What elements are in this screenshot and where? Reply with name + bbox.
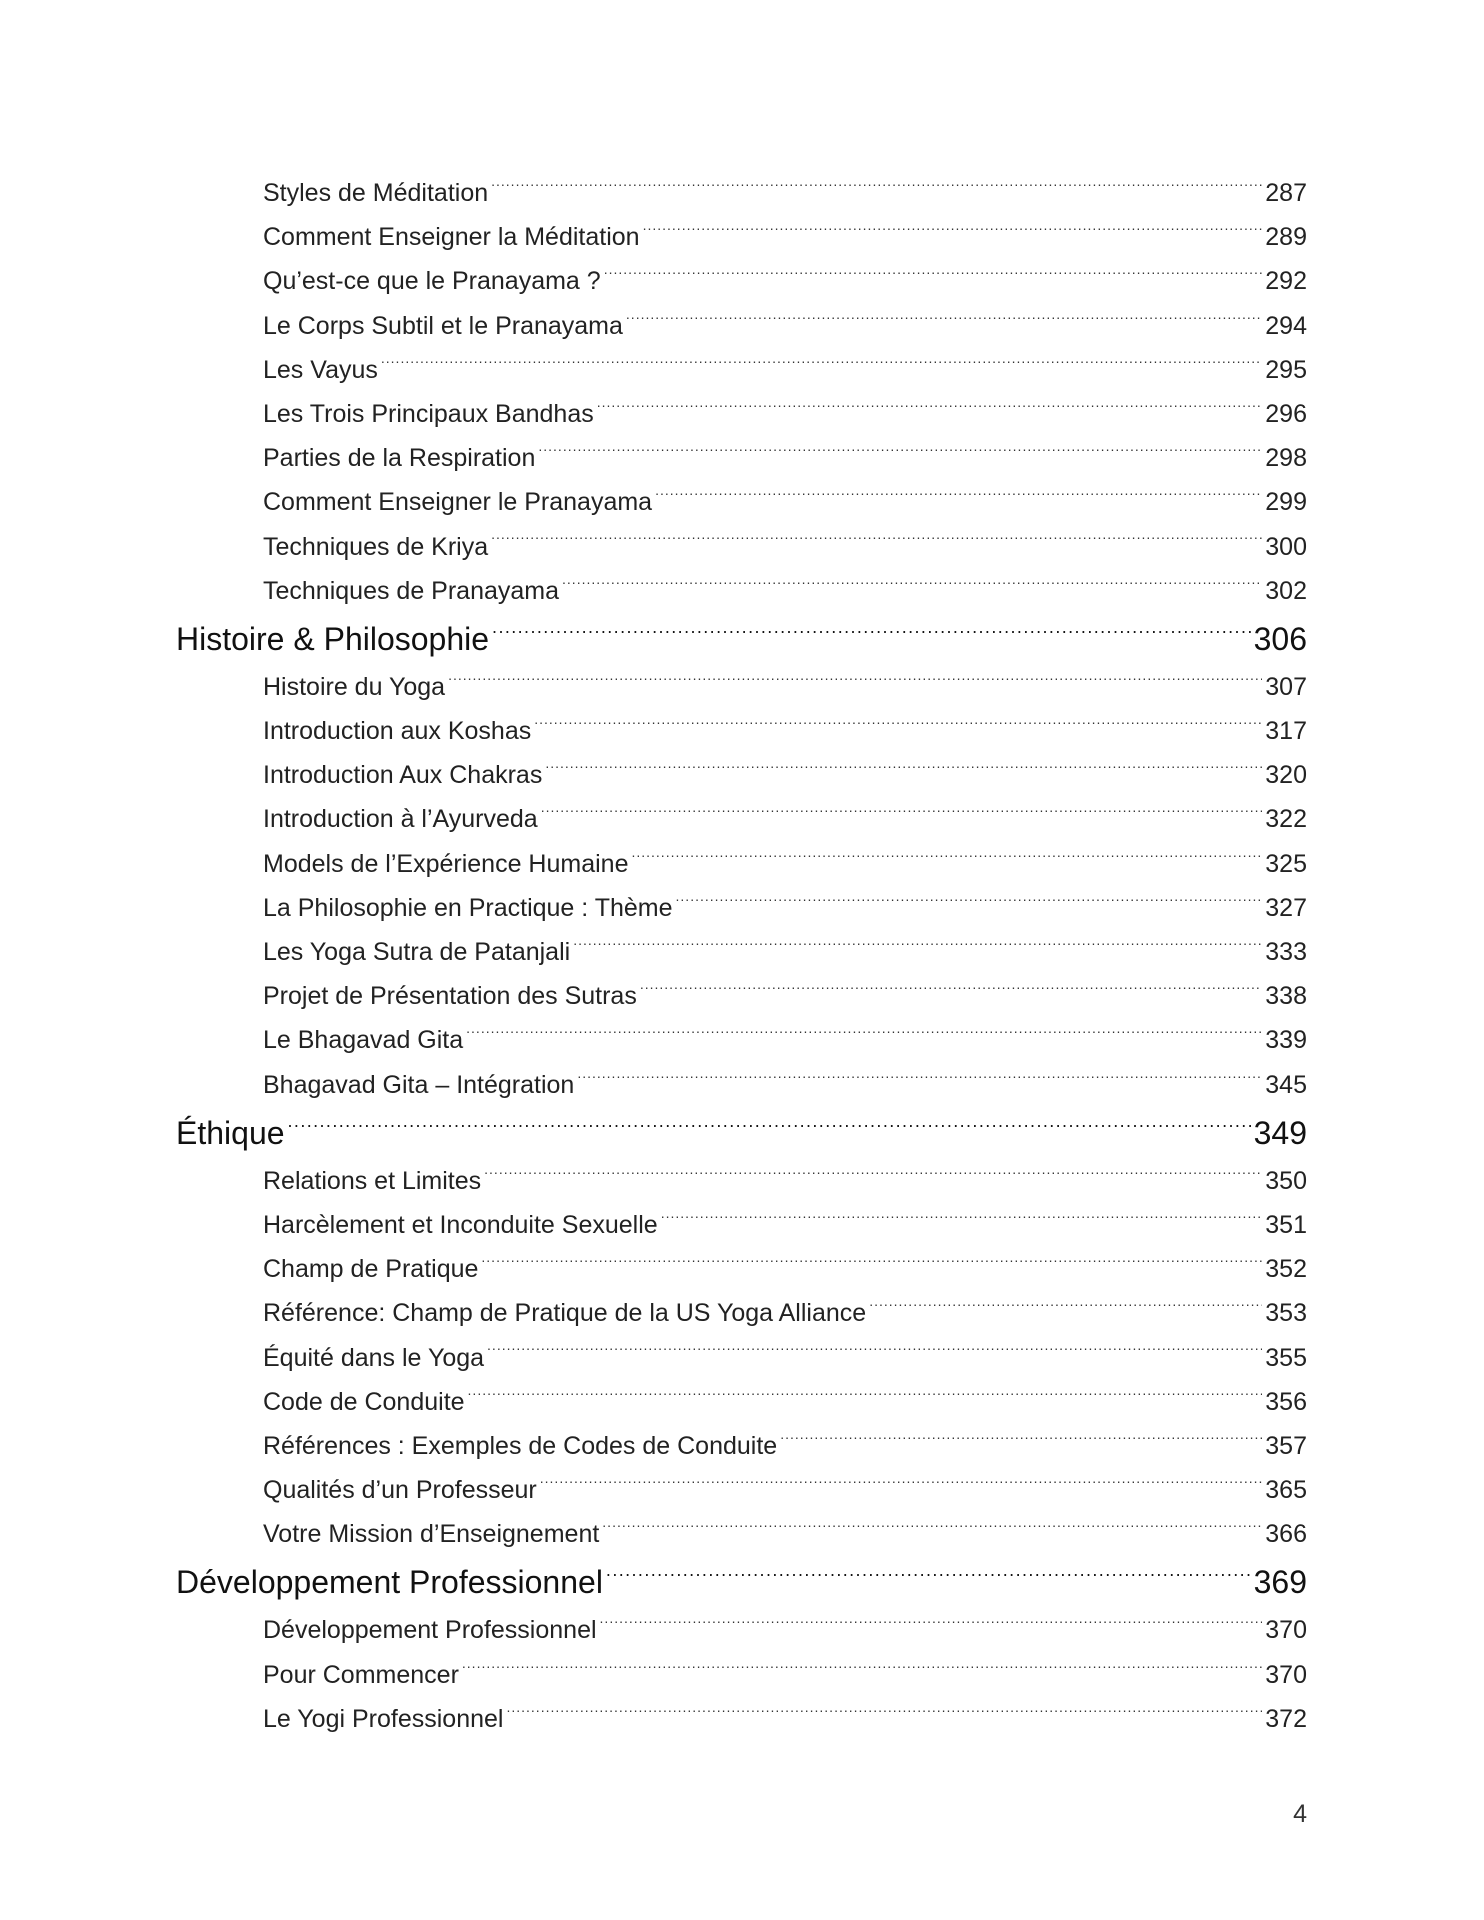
toc-entry-page: 372 (1265, 1704, 1307, 1733)
toc-entry-title: Comment Enseigner la Méditation (263, 223, 640, 252)
toc-entry[interactable] (0, 1063, 1484, 1107)
dot-leader (643, 215, 1263, 259)
toc-entry-title: Models de l’Expérience Humaine (263, 849, 629, 878)
toc-entry-page: 317 (1265, 717, 1307, 746)
dot-leader (534, 709, 1262, 753)
dot-leader (676, 886, 1263, 930)
toc-entry[interactable] (0, 1512, 1484, 1556)
dot-leader (640, 974, 1262, 1018)
toc-entry-page: 299 (1265, 488, 1307, 517)
toc-section-entry[interactable] (0, 1556, 1484, 1608)
toc-entry[interactable] (0, 1247, 1484, 1291)
toc-entry[interactable] (0, 171, 1484, 215)
toc-entry-page: 298 (1265, 444, 1307, 473)
toc-entry[interactable] (0, 392, 1484, 436)
toc-entry-title: Introduction aux Koshas (263, 717, 532, 746)
page-number: 4 (1293, 1800, 1307, 1828)
dot-leader (491, 525, 1262, 569)
toc-entry-page: 322 (1265, 805, 1307, 834)
toc-entry[interactable] (0, 215, 1484, 259)
toc-entry-page: 307 (1265, 672, 1307, 701)
toc-entry-page: 287 (1265, 179, 1307, 207)
toc-entry-page: 306 (1253, 620, 1307, 657)
dot-leader (661, 1203, 1263, 1247)
toc-entry-title: Techniques de Pranayama (263, 576, 560, 605)
dot-leader (606, 1556, 1251, 1608)
toc-entry-title: Les Yoga Sutra de Patanjali (263, 938, 571, 966)
toc-entry-page: 369 (1253, 1564, 1307, 1601)
dot-leader (492, 613, 1251, 665)
toc-entry-page: 351 (1265, 1210, 1307, 1239)
dot-leader (562, 569, 1262, 613)
dot-leader (573, 930, 1262, 974)
toc-entry[interactable] (0, 1653, 1484, 1697)
dot-leader (381, 348, 1262, 392)
dot-leader (626, 304, 1262, 348)
toc-entry-page: 345 (1265, 1070, 1307, 1099)
dot-leader (577, 1063, 1262, 1107)
toc-entry[interactable] (0, 1159, 1484, 1203)
toc-entry[interactable] (0, 304, 1484, 348)
toc-entry[interactable] (0, 259, 1484, 303)
toc-entry-title: Histoire du Yoga (263, 672, 446, 701)
toc-entry-title: Code de Conduite (263, 1387, 465, 1416)
toc-entry-page: 352 (1265, 1255, 1307, 1284)
toc-entry-page: 365 (1265, 1476, 1307, 1505)
toc-entry-page: 294 (1265, 311, 1307, 340)
toc-entry-page: 366 (1265, 1520, 1307, 1549)
dot-leader (288, 1107, 1251, 1159)
toc-entry[interactable] (0, 974, 1484, 1018)
dot-leader (604, 259, 1263, 303)
toc-entry[interactable] (0, 1697, 1484, 1741)
toc-entry[interactable] (0, 1291, 1484, 1335)
toc-entry-title: Les Vayus (263, 355, 378, 384)
toc-entry-page: 355 (1265, 1343, 1307, 1372)
dot-leader (448, 665, 1262, 709)
toc-entry-page: 300 (1265, 532, 1307, 561)
toc-entry[interactable] (0, 886, 1484, 930)
toc-entry-title: Les Trois Principaux Bandhas (263, 399, 594, 428)
toc-entry-page: 339 (1265, 1026, 1307, 1055)
toc-entry[interactable] (0, 665, 1484, 709)
toc-entry[interactable] (0, 1380, 1484, 1424)
toc-entry-title: Éthique (176, 1114, 285, 1151)
toc-entry-page: 356 (1265, 1387, 1307, 1416)
toc-entry-title: La Philosophie en Practique : Thème (263, 893, 673, 922)
toc-entry-page: 296 (1265, 399, 1307, 428)
dot-leader (538, 436, 1262, 480)
toc-entry-title: Harcèlement et Inconduite Sexuelle (263, 1210, 658, 1239)
dot-leader (780, 1424, 1262, 1468)
dot-leader (631, 842, 1262, 886)
toc-entry-page: 353 (1265, 1299, 1307, 1328)
toc-entry-page: 349 (1253, 1114, 1307, 1151)
toc-entry-page: 325 (1265, 849, 1307, 878)
toc-entry[interactable] (0, 930, 1484, 974)
toc-entry[interactable] (0, 525, 1484, 569)
toc-entry[interactable] (0, 842, 1484, 886)
toc-entry-page: 327 (1265, 893, 1307, 922)
toc-entry-title: Parties de la Respiration (263, 444, 536, 473)
toc-entry[interactable] (0, 797, 1484, 841)
dot-leader (545, 753, 1262, 797)
dot-leader (468, 1380, 1263, 1424)
toc-entry-title: Bhagavad Gita – Intégration (263, 1070, 575, 1099)
toc-entry-page: 333 (1265, 938, 1307, 966)
toc-entry-title: Introduction Aux Chakras (263, 761, 543, 790)
toc-entry-title: Qu’est-ce que le Pranayama ? (263, 267, 601, 296)
toc-entry-title: Développement Professionnel (176, 1564, 603, 1601)
toc-entry-page: 357 (1265, 1431, 1307, 1460)
toc-entry[interactable] (0, 1424, 1484, 1468)
toc-entry[interactable] (0, 480, 1484, 524)
dot-leader (466, 1018, 1262, 1062)
toc-section-entry[interactable] (0, 1107, 1484, 1159)
dot-leader (541, 797, 1263, 841)
toc-entry[interactable] (0, 1336, 1484, 1380)
toc-entry-title: Référence: Champ de Pratique de la US Yoga Alliance (263, 1299, 867, 1328)
dot-leader (655, 480, 1262, 524)
toc-entry-title: Développement Professionnel (263, 1616, 597, 1645)
toc-entry-page: 302 (1265, 576, 1307, 605)
toc-entry-page: 320 (1265, 761, 1307, 790)
table-of-contents (0, 171, 1484, 1741)
toc-entry-title: Projet de Présentation des Sutras (263, 982, 637, 1011)
toc-entry-page: 295 (1265, 355, 1307, 384)
toc-entry-title: Introduction à l’Ayurveda (263, 805, 538, 834)
toc-entry-page: 350 (1265, 1166, 1307, 1195)
toc-entry-page: 289 (1265, 223, 1307, 252)
toc-entry[interactable] (0, 1608, 1484, 1652)
toc-entry[interactable] (0, 709, 1484, 753)
dot-leader (487, 1336, 1262, 1380)
toc-entry-title: Pour Commencer (263, 1660, 459, 1689)
toc-entry-page: 338 (1265, 982, 1307, 1011)
dot-leader (602, 1512, 1262, 1556)
toc-entry-title: Le Yogi Professionnel (263, 1704, 504, 1733)
toc-entry[interactable] (0, 348, 1484, 392)
toc-entry-title: Le Bhagavad Gita (263, 1026, 464, 1055)
toc-section-entry[interactable] (0, 613, 1484, 665)
toc-entry[interactable] (0, 1203, 1484, 1247)
toc-entry-title: Le Corps Subtil et le Pranayama (263, 311, 623, 340)
toc-entry-title: Équité dans le Yoga (263, 1343, 485, 1372)
dot-leader (869, 1291, 1262, 1335)
toc-entry[interactable] (0, 1018, 1484, 1062)
dot-leader (540, 1468, 1263, 1512)
toc-entry-page: 370 (1265, 1660, 1307, 1689)
toc-entry-title: Votre Mission d’Enseignement (263, 1520, 600, 1549)
toc-entry-page: 370 (1265, 1616, 1307, 1645)
toc-entry-title: Techniques de Kriya (263, 532, 489, 561)
toc-entry-title: Références : Exemples de Codes de Conduite (263, 1431, 778, 1460)
dot-leader (506, 1697, 1262, 1741)
toc-entry-title: Qualités d’un Professeur (263, 1476, 537, 1505)
dot-leader (597, 392, 1263, 436)
toc-entry-page: 292 (1265, 267, 1307, 296)
toc-entry[interactable] (0, 436, 1484, 480)
toc-entry[interactable] (0, 1468, 1484, 1512)
dot-leader (462, 1653, 1262, 1697)
toc-entry[interactable] (0, 753, 1484, 797)
toc-entry-title: Comment Enseigner le Pranayama (263, 488, 653, 517)
dot-leader (491, 171, 1262, 215)
dot-leader (600, 1608, 1263, 1652)
toc-entry-title: Relations et Limites (263, 1166, 482, 1195)
toc-entry[interactable] (0, 569, 1484, 613)
dot-leader (481, 1247, 1262, 1291)
dot-leader (484, 1159, 1262, 1203)
toc-entry-title: Histoire & Philosophie (176, 620, 490, 657)
toc-entry-title: Styles de Méditation (263, 179, 489, 207)
toc-entry-title: Champ de Pratique (263, 1255, 479, 1284)
